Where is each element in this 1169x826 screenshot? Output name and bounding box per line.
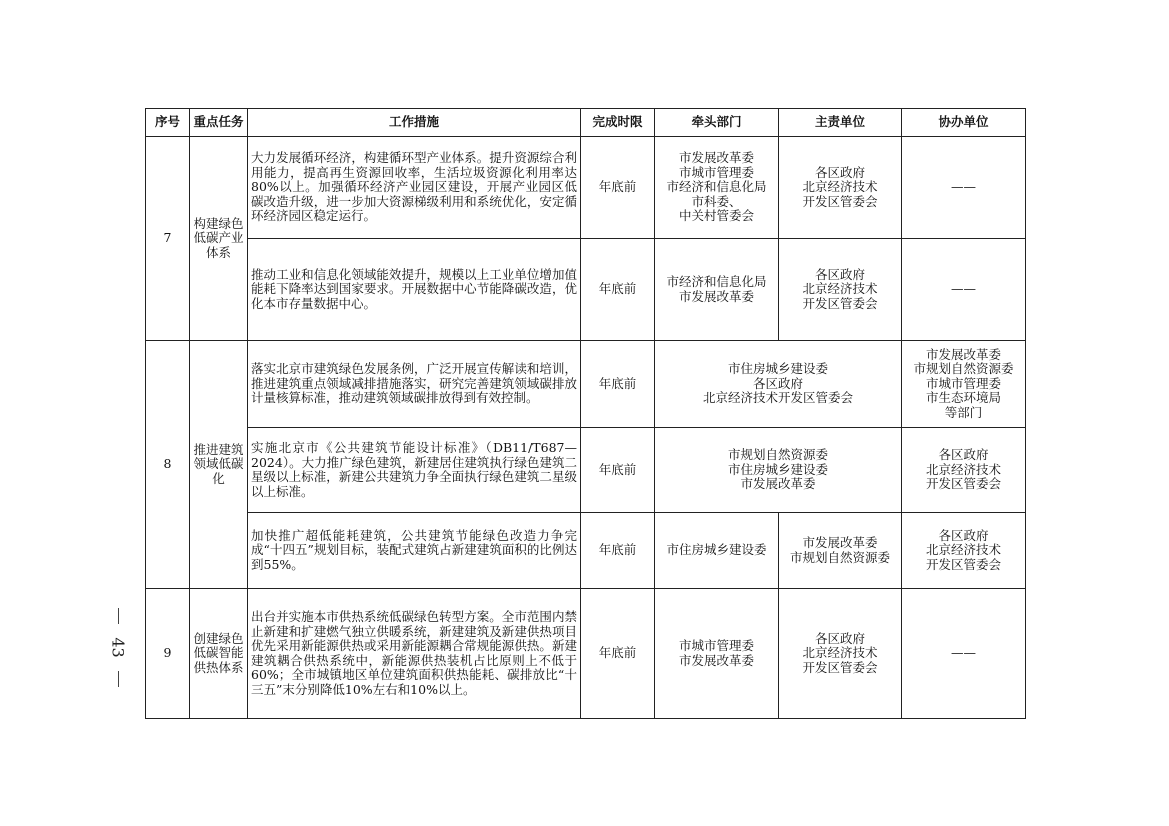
assist-cell [902,428,1026,513]
assist-line: 市规划自然资源委 [913,361,1014,377]
assist-line: 北京经济技术 [925,461,1001,477]
seq-cell: 9 [146,589,190,719]
assist-line: 开发区管委会 [925,476,1001,492]
main-cell [779,239,902,341]
main-line: 北京经济技术 [802,645,878,661]
main-line: 各区政府 [814,164,865,180]
main-line: 北京经济技术 [802,281,878,297]
assist-cell: —— [902,137,1026,239]
lead-line: 市城市管理委 [678,164,754,180]
table-row [146,137,1026,239]
deadline-cell: 年底前 [581,589,655,719]
lead-main-line: 北京经济技术开发区管委会 [702,390,853,406]
main-line: 北京经济技术 [802,179,878,195]
task-cell: 构建绿色低碳产业体系 [190,137,248,341]
header-measure: 工作措施 [248,109,581,137]
assist-line: 市发展改革委 [925,346,1001,362]
main-line: 各区政府 [814,266,865,282]
lead-line: 市经济和信息化局 [666,274,767,289]
deadline-cell: 年底前 [581,341,655,428]
main-cell [779,589,902,719]
table-row [146,428,1026,513]
page-dash-top [118,608,119,624]
main-line: 市规划自然资源委 [789,549,890,565]
lead-main-cell [655,341,902,428]
assist-line: 开发区管委会 [925,556,1001,572]
header-lead: 牵头部门 [655,109,779,137]
header-task: 重点任务 [190,109,248,137]
assist-line: 北京经济技术 [925,542,1001,558]
assist-cell: —— [902,239,1026,341]
seq-cell: 7 [146,137,190,341]
lead-line: 市发展改革委 [678,150,754,166]
lead-main-cell [655,428,902,513]
lead-cell [655,239,779,341]
lead-line: 市发展改革委 [678,652,754,668]
assist-line: 市生态环境局 [925,390,1001,406]
lead-line: 市科委、 [691,193,742,209]
table-row [146,589,1026,719]
assist-cell [902,341,1026,428]
page-dash-bottom [118,671,119,687]
table-row [146,513,1026,589]
measure-cell: 推动工业和信息化领域能效提升，规模以上工业单位增加值能耗下降率达到国家要求。开展数据中心节能降碳改造，优化本市存量数据中心。 [248,239,581,341]
lead-cell [655,137,779,239]
lead-line: 市经济和信息化局 [666,179,767,195]
table-row [146,341,1026,428]
lead-main-line: 市发展改革委 [740,476,816,492]
header-row [146,109,1026,137]
deadline-cell: 年底前 [581,239,655,341]
main-line: 市发展改革委 [802,535,878,550]
lead-line: 市城市管理委 [678,638,754,653]
measure-cell: 大力发展循环经济，构建循环型产业体系。提升资源综合利用能力，提高再生资源回收率，生活垃圾资源化利用率达80%以上。加强循环经济产业园区建设，开展产业园区低碳改造升级，进一步加大资源梯级利用和系统优化，安定循环经济园区稳定运行。 [248,137,581,239]
measure-cell: 加快推广超低能耗建筑，公共建筑节能绿色改造力争完成“十四五”规划目标，装配式建筑占新建建筑面积的比例达到55%。 [248,513,581,589]
page-number [106,608,130,702]
lead-main-line: 市住房城乡建设委 [727,461,828,477]
lead-cell [655,513,779,589]
task-cell: 推进建筑领域低碳化 [190,341,248,589]
lead-line: 中关村管委会 [678,208,754,224]
header-deadline: 完成时限 [581,109,655,137]
measure-cell: 实施北京市《公共建筑节能设计标准》（DB11/T687—2024）。大力推广绿色建筑，新建居住建筑执行绿色建筑二星级以上标准，新建公共建筑力争全面执行绿色建筑二星级以上标准。 [248,428,581,513]
assist-line: 各区政府 [938,447,989,463]
deadline-cell: 年底前 [581,137,655,239]
header-assist: 协办单位 [902,109,1026,137]
lead-line: 市发展改革委 [678,288,754,304]
lead-main-line: 各区政府 [752,375,803,391]
lead-main-line: 市住房城乡建设委 [727,361,828,377]
assist-cell [902,513,1026,589]
main-line: 开发区管委会 [802,193,878,209]
assist-line: 等部门 [944,404,983,420]
main-cell [779,137,902,239]
measure-cell: 出台并实施本市供热系统低碳绿色转型方案。全市范围内禁止新建和扩建燃气独立供暖系统，新建建筑及新建供热项目优先采用新能源供热或采用新能源耦合常规能源供热。新建建筑耦合供热系统中，新能源供热装机占比原则上不低于60%；全市城镇地区单位建筑面积供热能耗、碳排放比“十三五”末分别降低10%左右和10%以上。 [248,589,581,719]
header-seq: 序号 [146,109,190,137]
assist-cell: —— [902,589,1026,719]
main-line: 开发区管委会 [802,659,878,675]
main-line: 开发区管委会 [802,295,878,311]
task-cell: 创建绿色低碳智能供热体系 [190,589,248,719]
main-cell [779,513,902,589]
measure-cell: 落实北京市建筑绿色发展条例，广泛开展宣传解读和培训，推进建筑重点领域减排措施落实，研究完善建筑领域碳排放计量核算标准，推动建筑领域碳排放得到有效控制。 [248,341,581,428]
main-line: 各区政府 [814,630,865,646]
deadline-cell: 年底前 [581,513,655,589]
page-number-text: 43 [108,637,128,658]
lead-line: 市住房城乡建设委 [666,542,767,558]
seq-cell: 8 [146,341,190,589]
deadline-cell: 年底前 [581,428,655,513]
assist-line: 市城市管理委 [925,375,1001,391]
header-main: 主责单位 [779,109,902,137]
task-table [145,108,1026,719]
lead-cell [655,589,779,719]
assist-line: 各区政府 [938,527,989,543]
table-row [146,239,1026,341]
lead-main-line: 市规划自然资源委 [727,447,828,463]
